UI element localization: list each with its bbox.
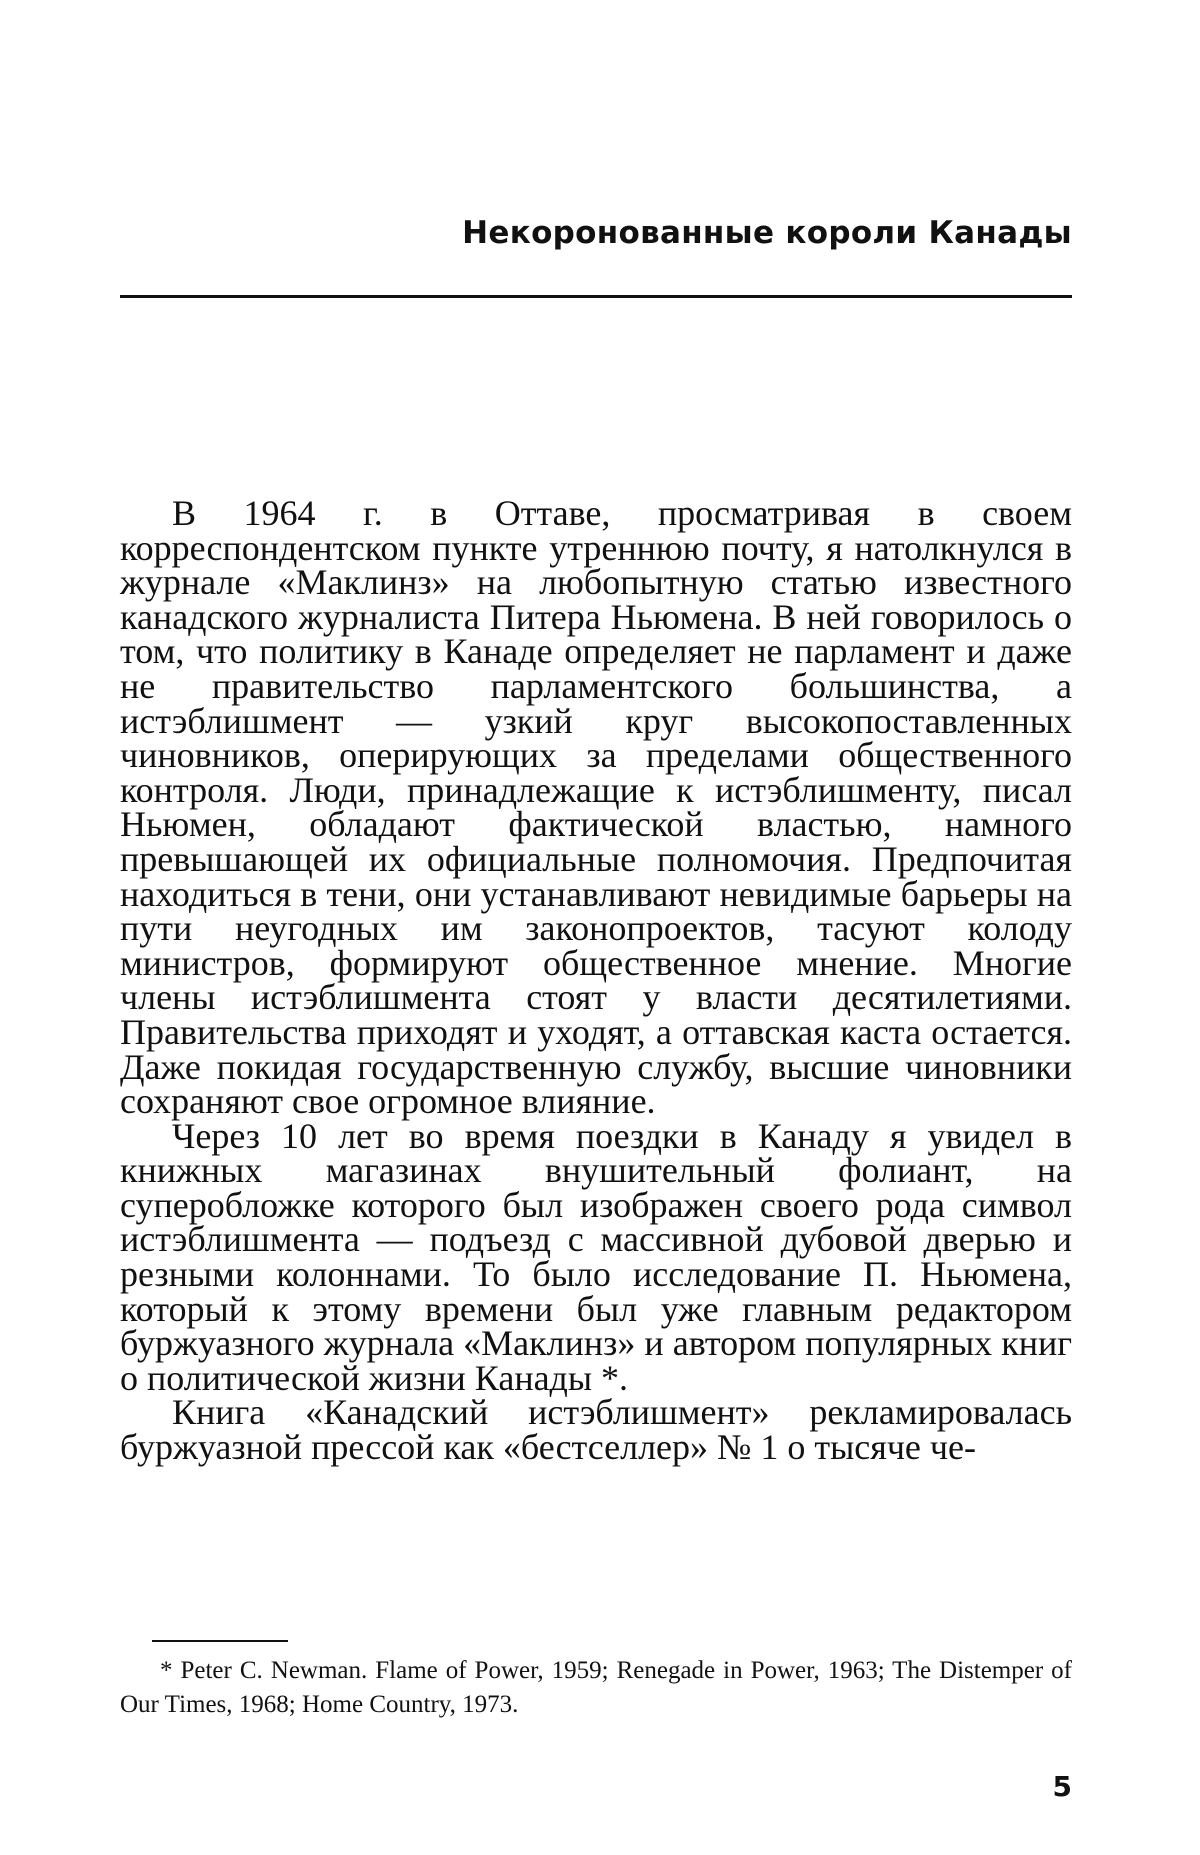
chapter-title: Некоронованные короли Канады: [462, 215, 1072, 251]
title-rule: [120, 295, 1072, 298]
paragraph: В 1964 г. в Оттаве, просматривая в своем корреспондентском пункте утреннюю почту, я натолкнулся в журнале «Маклинз» на любопытную статью известного канадского журналиста Питера Ньюмена. В ней говорилось о том, что политику в Канаде определяет не парламент и даже не правительство парламентского большинства, а истэблишмент — узкий круг высокопоставленных чиновников, оперирующих за пределами общественного контроля. Люди, принадлежащие к истэблишменту, писал Ньюмен, обладают фактической властью, намного превышающей их официальные полномочия. Предпочитая находиться в тени, они устанавливают невидимые барьеры на пути неугодных им законопроектов, тасуют колоду министров, формируют общественное мнение. Многие члены истэблишмента стоят у власти десятилетиями. Правительства приходят и уходят, а оттавская каста остается. Даже покидая государственную службу, высшие чиновники сохраняют свое огромное влияние.: [120, 493, 1072, 1122]
body-text: [120, 493, 1072, 1468]
paragraph: Через 10 лет во время поездки в Канаду я увидел в книжных магазинах внушительный фолиант, на суперобложке которого был изображен своего рода символ истэблишмента — подъезд с массивной дубовой дверью и резными колоннами. То было исследование П. Ньюмена, который к этому времени был уже главным редактором буржуазного журнала «Маклинз» и автором популярных книг о политической жизни Канады *.: [120, 1115, 1072, 1398]
footnote: * Peter C. Newman. Flame of Power, 1959; Renegade in Power, 1963; The Distemper of Our Times, 1968; Home Country, 1973.: [120, 1657, 1072, 1718]
paragraph: Книга «Канадский истэблишмент» рекламировалась буржуазной прессой как «бестселлер» № 1 о тысяче че-: [120, 1392, 1072, 1468]
page-number: 5: [1052, 1770, 1072, 1803]
footnote-rule: [152, 1640, 288, 1642]
